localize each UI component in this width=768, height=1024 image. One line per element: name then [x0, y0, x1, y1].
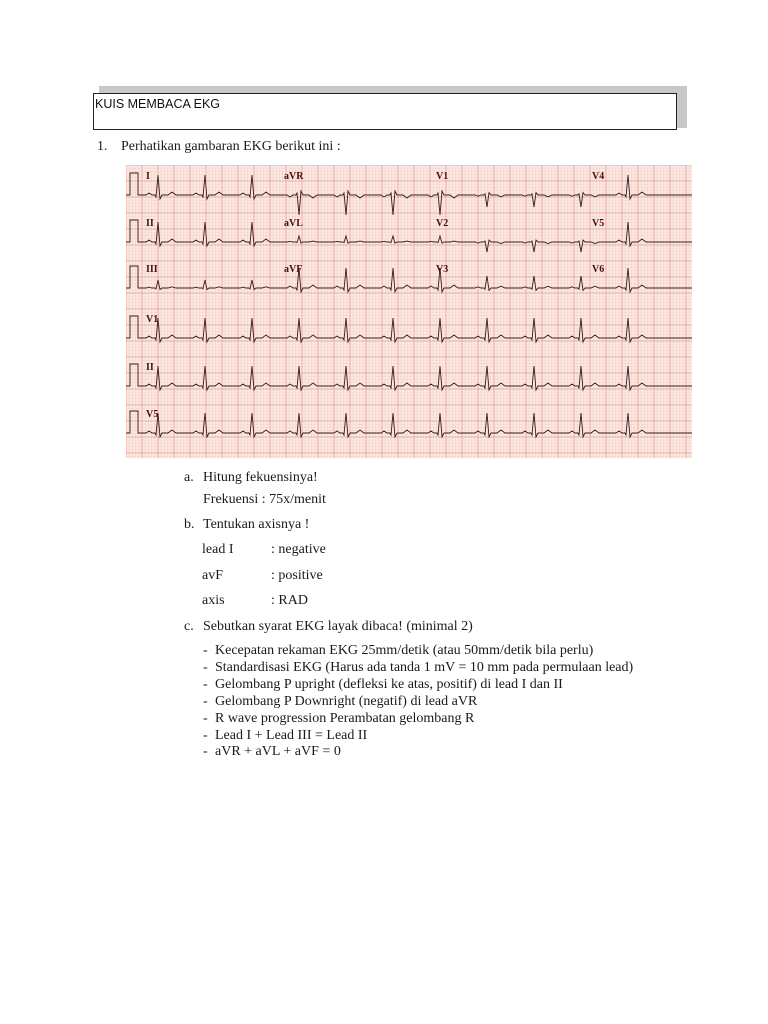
list-item: aVR + aVL + aVF = 0 — [215, 744, 341, 759]
item-b-question: Tentukan axisnya ! — [203, 517, 310, 532]
ekg-lead-label: V4 — [592, 171, 605, 182]
ekg-lead-label: II — [146, 218, 154, 229]
item-c-question: Sebutkan syarat EKG layak dibaca! (minimal 2) — [203, 619, 473, 634]
bullet-dash: - — [203, 643, 208, 658]
bullet-dash: - — [203, 660, 208, 675]
ekg-trace — [126, 316, 692, 342]
ekg-grid — [126, 165, 692, 458]
list-item: R wave progression Perambatan gelombang R — [215, 711, 475, 726]
ekg-trace — [126, 364, 692, 390]
ekg-lead-label: V1 — [436, 171, 449, 182]
document-title: KUIS MEMBACA EKG — [95, 97, 221, 111]
ekg-lead-label: V6 — [592, 264, 605, 275]
question-number: 1. — [97, 139, 108, 154]
bullet-dash: - — [203, 728, 208, 743]
axis-row-label: lead I — [202, 542, 234, 557]
item-c-letter: c. — [184, 619, 194, 634]
ekg-trace — [126, 220, 692, 252]
list-item: Standardisasi EKG (Harus ada tanda 1 mV = 10 mm pada permulaan lead) — [215, 660, 634, 675]
ekg-lead-label: V5 — [592, 218, 605, 229]
bullet-dash: - — [203, 677, 208, 692]
title-box — [93, 93, 677, 130]
ekg-lead-label: aVF — [284, 264, 303, 275]
axis-row-value: : positive — [271, 568, 323, 583]
item-a-letter: a. — [184, 470, 194, 485]
axis-row-label: avF — [202, 568, 223, 583]
ekg-strip-image — [126, 165, 692, 458]
ekg-trace — [126, 266, 692, 292]
bullet-dash: - — [203, 744, 208, 759]
axis-row-value: : RAD — [271, 593, 308, 608]
list-item: Kecepatan rekaman EKG 25mm/detik (atau 50mm/detik bila perlu) — [215, 643, 594, 658]
ekg-trace — [126, 173, 692, 215]
ekg-lead-label: aVL — [284, 218, 303, 229]
ekg-lead-label: V5 — [146, 409, 159, 420]
axis-row-value: : negative — [271, 542, 326, 557]
ekg-grid-lines — [126, 165, 692, 458]
item-b-letter: b. — [184, 517, 195, 532]
ekg-lead-label: II — [146, 362, 154, 373]
item-a-answer: Frekuensi : 75x/menit — [203, 492, 326, 507]
ekg-lead-label: III — [146, 264, 158, 275]
ekg-lead-label: V2 — [436, 218, 449, 229]
axis-row-label: axis — [202, 593, 225, 608]
list-item: Gelombang P Downright (negatif) di lead aVR — [215, 694, 478, 709]
item-a-question: Hitung fekuensinya! — [203, 470, 318, 485]
list-item: Gelombang P upright (defleksi ke atas, positif) di lead I dan II — [215, 677, 563, 692]
ekg-lead-label: aVR — [284, 171, 304, 182]
list-item: Lead I + Lead III = Lead II — [215, 728, 368, 743]
ekg-lead-label: V3 — [436, 264, 449, 275]
bullet-dash: - — [203, 694, 208, 709]
ekg-lead-label: I — [146, 171, 150, 182]
ekg-lead-label: V1 — [146, 314, 159, 325]
bullet-dash: - — [203, 711, 208, 726]
question-text: Perhatikan gambaran EKG berikut ini : — [121, 139, 341, 154]
